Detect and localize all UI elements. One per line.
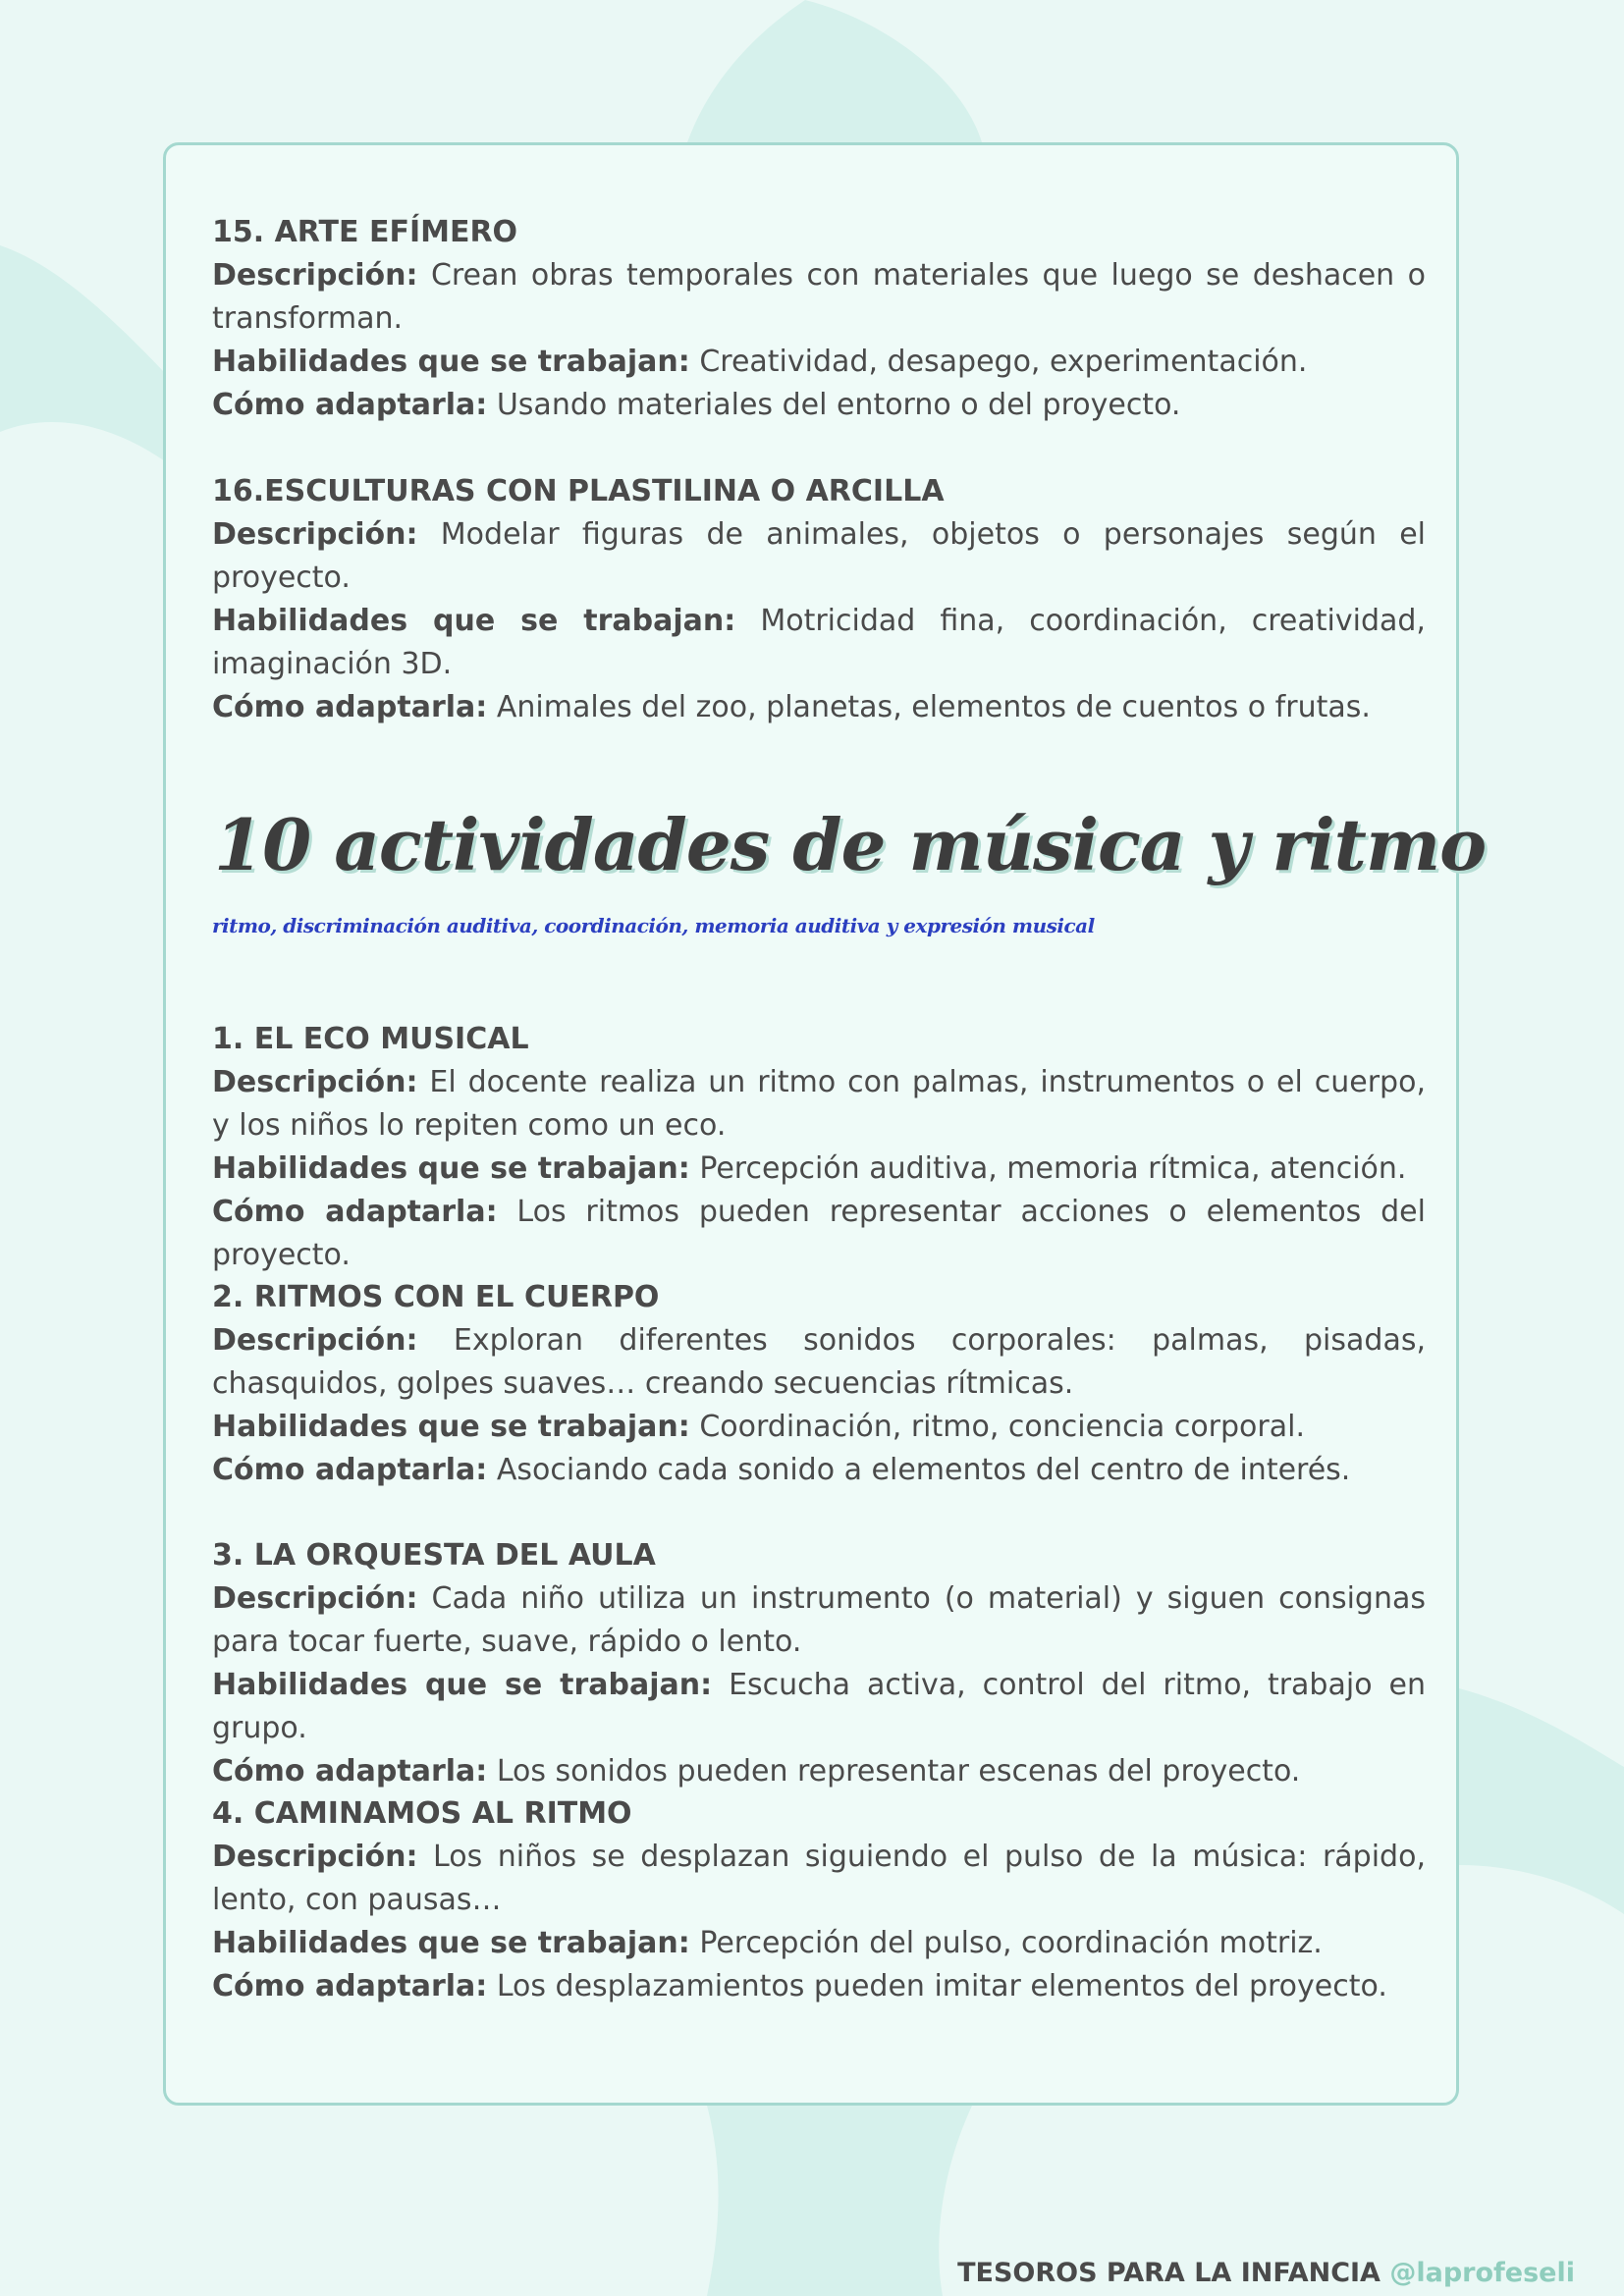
activity-title: 1. EL ECO MUSICAL [212, 1022, 529, 1056]
footer-brand: TESOROS PARA LA INFANCIA [957, 2258, 1380, 2288]
footer-handle: @laprofeseli [1389, 2258, 1575, 2288]
activity-description: Descripción: Crean obras temporales con materiales que luego se deshacen o transforman. [212, 258, 1426, 336]
activity-adapt: Cómo adaptarla: Usando materiales del entorno o del proyecto. [212, 388, 1181, 422]
activity-adapt: Cómo adaptarla: Los ritmos pueden representar acciones o elementos del proyecto. [212, 1195, 1426, 1272]
activity-adapt: Cómo adaptarla: Los desplazamientos pueden imitar elementos del proyecto. [212, 1969, 1387, 2003]
section-heading: 10 actividades de música y ritmo [214, 803, 1487, 886]
activity-skills: Habilidades que se trabajan: Escucha activa, control del ritmo, trabajo en grupo. [212, 1668, 1426, 1745]
activity-description: Descripción: Los niños se desplazan siguiendo el pulso de la música: rápido, lento, con pausas… [212, 1840, 1426, 1917]
activity-skills: Habilidades que se trabajan: Motricidad fina, coordinación, creatividad, imaginación 3D. [212, 604, 1426, 681]
section-subheading: ritmo, discriminación auditiva, coordinación, memoria auditiva y expresión musical [212, 914, 1095, 937]
art-activity-16 [212, 470, 1426, 729]
art-activity-15 [212, 211, 1426, 427]
activity-description: Descripción: Modelar figuras de animales, objetos o personajes según el proyecto. [212, 517, 1426, 595]
music-activity-3 [212, 1534, 1426, 1793]
music-activity-4 [212, 1792, 1426, 2008]
activity-description: Descripción: Exploran diferentes sonidos corporales: palmas, pisadas, chasquidos, golpes suaves… creando secuencias rítmicas. [212, 1323, 1426, 1401]
activity-title: 2. RITMOS CON EL CUERPO [212, 1280, 660, 1314]
activity-skills: Habilidades que se trabajan: Percepción del pulso, coordinación motriz. [212, 1926, 1323, 1960]
activity-description: Descripción: El docente realiza un ritmo con palmas, instrumentos o el cuerpo, y los niños lo repiten como un eco. [212, 1065, 1426, 1143]
activity-description: Descripción: Cada niño utiliza un instrumento (o material) y siguen consignas para tocar fuerte, suave, rápido o lento. [212, 1581, 1426, 1659]
activity-skills: Habilidades que se trabajan: Coordinación, ritmo, conciencia corporal. [212, 1410, 1305, 1444]
activity-title: 4. CAMINAMOS AL RITMO [212, 1796, 632, 1831]
activity-adapt: Cómo adaptarla: Asociando cada sonido a elementos del centro de interés. [212, 1453, 1351, 1487]
activity-skills: Habilidades que se trabajan: Creatividad, desapego, experimentación. [212, 345, 1308, 379]
page-footer [957, 2258, 1575, 2288]
music-activity-1 [212, 1018, 1426, 1277]
activity-title: 16.ESCULTURAS CON PLASTILINA O ARCILLA [212, 474, 945, 508]
activity-title: 15. ARTE EFÍMERO [212, 215, 518, 249]
activity-title: 3. LA ORQUESTA DEL AULA [212, 1538, 656, 1573]
music-activity-2 [212, 1276, 1426, 1492]
activity-adapt: Cómo adaptarla: Los sonidos pueden representar escenas del proyecto. [212, 1754, 1301, 1789]
activity-skills: Habilidades que se trabajan: Percepción auditiva, memoria rítmica, atención. [212, 1151, 1407, 1186]
activity-adapt: Cómo adaptarla: Animales del zoo, planetas, elementos de cuentos o frutas. [212, 690, 1371, 724]
